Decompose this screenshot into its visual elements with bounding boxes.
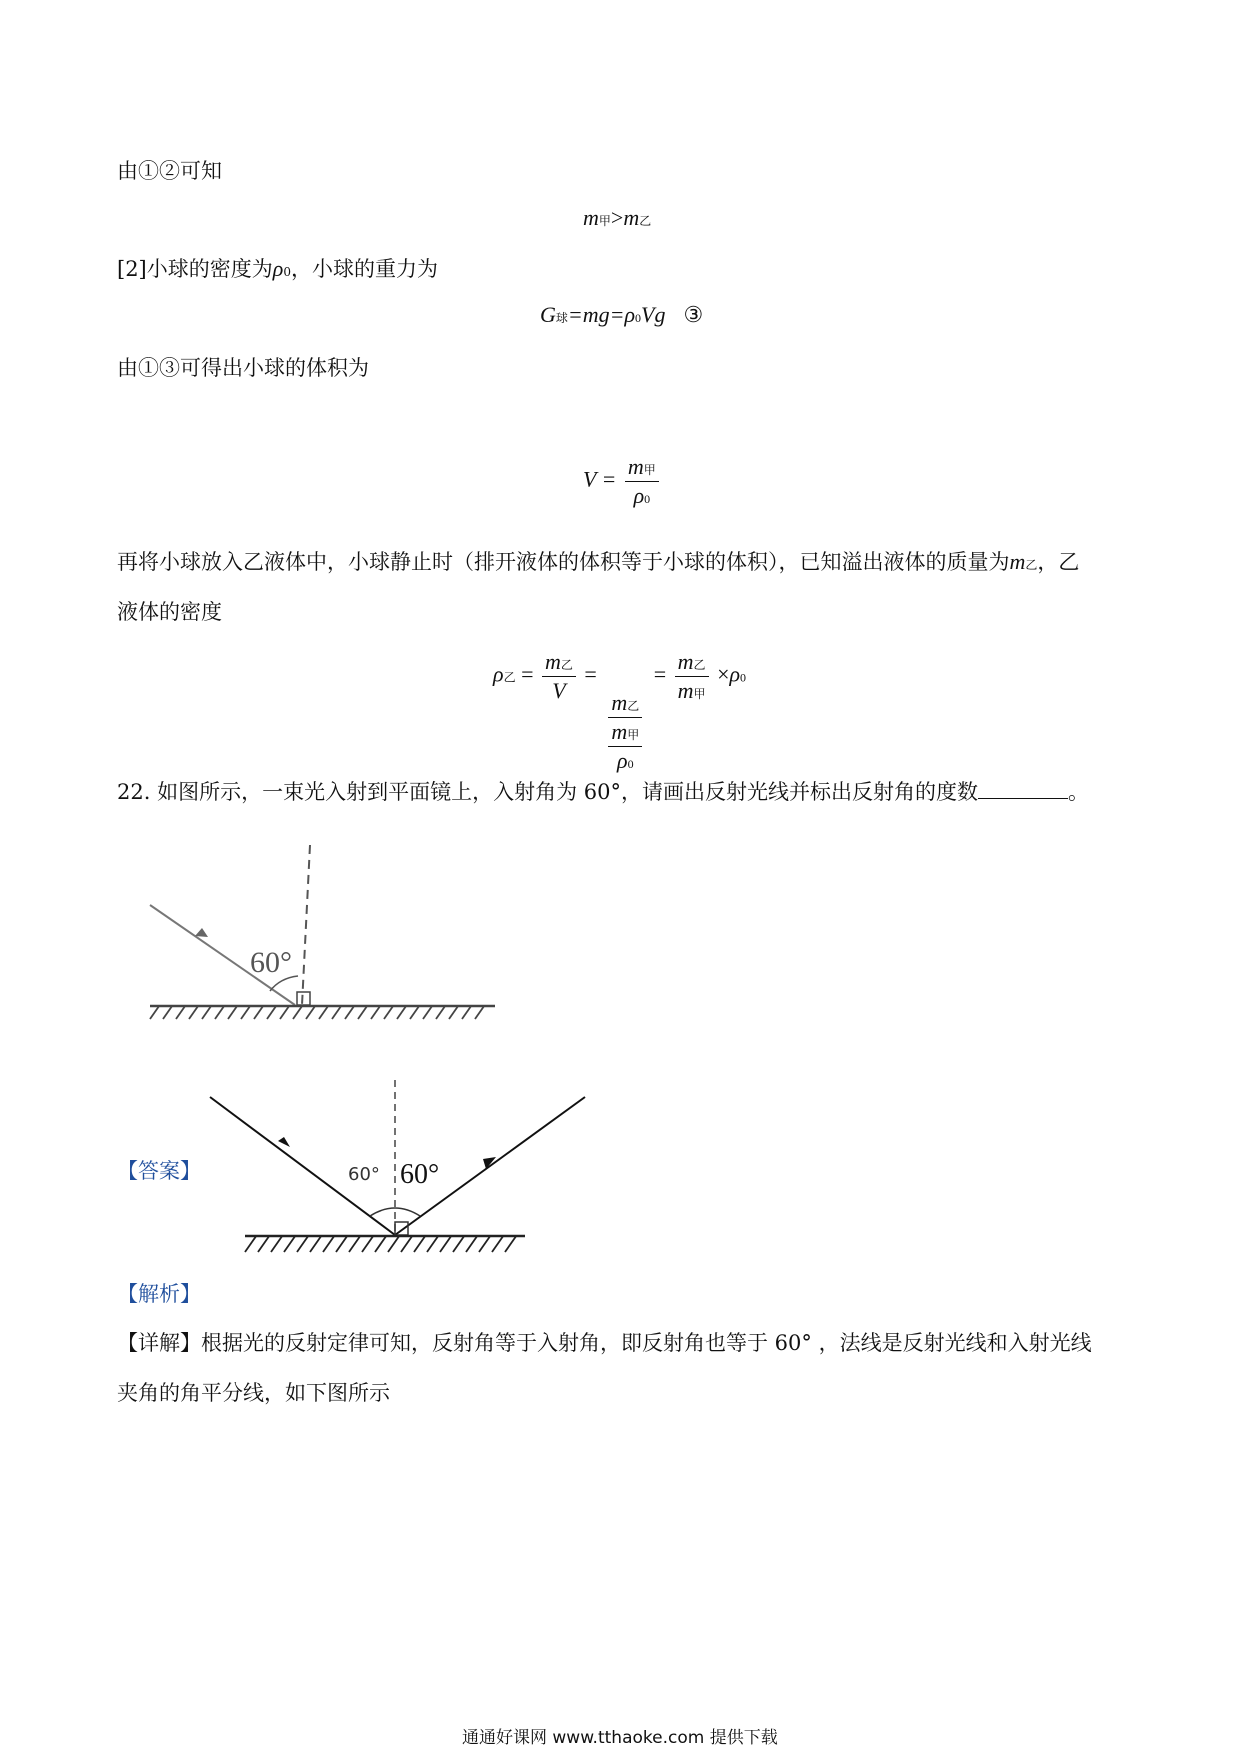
hatch-mark xyxy=(323,1236,334,1252)
detail-line-1 xyxy=(117,1327,1092,1357)
hatch-mark xyxy=(345,1006,354,1019)
hatch-mark xyxy=(505,1236,516,1252)
hatch-mark xyxy=(215,1006,224,1019)
eq4-eq-1: = xyxy=(521,661,534,687)
eq4-f2-dd: ρ xyxy=(617,748,628,774)
hatch-mark xyxy=(271,1236,282,1252)
hatch-mark xyxy=(258,1236,269,1252)
hatch-mark xyxy=(267,1006,276,1019)
hatch-mark xyxy=(332,1006,341,1019)
hatch-mark xyxy=(362,1236,373,1252)
hatch-mark xyxy=(384,1006,393,1019)
answer-angle-left-label: 60° xyxy=(348,1164,380,1185)
hatch-mark xyxy=(293,1006,302,1019)
eq2-rest-sub: 0 xyxy=(635,311,642,325)
hatch-mark xyxy=(245,1236,256,1252)
analysis-label: 【解析】 xyxy=(117,1282,201,1306)
hatch-mark xyxy=(150,1006,159,1019)
hatch-mark xyxy=(427,1236,438,1252)
eq4-rho: ρ xyxy=(729,661,741,687)
q22-end: 。 xyxy=(1067,780,1089,804)
hatch-mark xyxy=(310,1236,321,1252)
text-line-1: 由①②可知 xyxy=(117,159,222,183)
equation-mass-compare xyxy=(583,205,651,231)
q22-text: 22. 如图所示，一束光入射到平面镜上，入射角为 60°，请画出反射光线并标出反射角的度数 xyxy=(117,780,978,804)
l4a-text: 再将小球放入乙液体中，小球静止时（排开液体的体积等于小球的体积），已知溢出液体的质量为 xyxy=(117,550,1010,574)
eq2-G: G xyxy=(540,302,556,327)
eq4-lhs: ρ xyxy=(493,661,504,687)
hatch-mark xyxy=(423,1006,432,1019)
eq4-f1-num-sub: 乙 xyxy=(560,658,573,672)
l4a-m: m xyxy=(1009,549,1026,574)
question-angle-label: 60° xyxy=(250,946,292,979)
equation-volume xyxy=(583,455,662,508)
hatch-mark xyxy=(371,1006,380,1019)
hatch-mark xyxy=(462,1006,471,1019)
equation-gravity xyxy=(540,302,703,328)
eq4-f2-dn-sub: 甲 xyxy=(627,727,640,742)
eq1-right: m xyxy=(623,205,640,230)
eq1-right-sub: 乙 xyxy=(639,214,652,228)
answer-blank[interactable] xyxy=(978,780,1068,799)
detail-text-a: 根据光的反射定律可知，反射角等于入射角，即反射角也等于 60° ，法线是反射光线和入射光线 xyxy=(201,1331,1092,1355)
hatch-mark xyxy=(284,1236,295,1252)
hatch-mark xyxy=(449,1006,458,1019)
eq3-den: ρ xyxy=(633,483,645,509)
l4a-end: ，乙 xyxy=(1037,550,1080,574)
detail-line-2: 夹角的角平分线，如下图所示 xyxy=(117,1381,390,1405)
eq4-f1-num: m xyxy=(545,649,561,674)
mirror-hatching xyxy=(150,1006,484,1019)
eq2-mark: ③ xyxy=(683,302,704,327)
eq4-fraction-2-inner xyxy=(608,720,642,773)
text-line-4a xyxy=(117,546,1079,576)
eq4-f2-num-sub: 乙 xyxy=(627,698,640,713)
eq4-eq-2: = xyxy=(584,661,597,687)
eq4-f3-den: m xyxy=(677,678,694,704)
question-22 xyxy=(117,776,1089,806)
detail-label: 【详解】 xyxy=(117,1331,201,1355)
eq4-fraction-2 xyxy=(605,691,645,774)
answer-diagram xyxy=(200,1075,600,1260)
hatch-mark xyxy=(241,1006,250,1019)
eq1-op: > xyxy=(610,205,624,230)
hatch-mark xyxy=(388,1236,399,1252)
normal-line xyxy=(302,845,310,1005)
question-diagram xyxy=(140,840,510,1035)
hatch-mark xyxy=(414,1236,425,1252)
hatch-mark xyxy=(336,1236,347,1252)
hatch-mark xyxy=(436,1006,445,1019)
hatch-mark xyxy=(280,1006,289,1019)
hatch-mark xyxy=(475,1006,484,1019)
hatch-mark xyxy=(479,1236,490,1252)
eq4-fraction-3 xyxy=(675,650,709,703)
right-angle-mark xyxy=(297,992,310,1005)
eq2-rest: =mg=ρ xyxy=(567,302,636,327)
hatch-mark xyxy=(189,1006,198,1019)
equation-density xyxy=(493,650,746,773)
eq4-times: × xyxy=(717,661,730,687)
hatch-mark xyxy=(410,1006,419,1019)
eq3-den-sub: 0 xyxy=(644,492,651,507)
eq1-left: m xyxy=(583,205,599,230)
eq4-rho-sub: 0 xyxy=(740,670,747,685)
eq4-f2-dd-sub: 0 xyxy=(627,757,634,772)
eq4-f3-num: m xyxy=(677,649,694,674)
eq2-tail: Vg xyxy=(641,302,666,327)
eq4-f1-den: V xyxy=(552,678,566,704)
hatch-mark xyxy=(228,1006,237,1019)
eq4-fraction-1 xyxy=(542,650,576,703)
hatch-mark xyxy=(297,1236,308,1252)
l2-rho-sub: 0 xyxy=(283,265,291,279)
hatch-mark xyxy=(319,1006,328,1019)
hatch-mark xyxy=(397,1006,406,1019)
eq4-f3-den-sub: 甲 xyxy=(693,687,706,702)
hatch-mark xyxy=(349,1236,360,1252)
eq3-lhs: V = xyxy=(583,466,617,492)
l2-rho: ρ xyxy=(272,256,284,281)
eq3-num: m xyxy=(627,454,644,479)
answer-mirror-hatching xyxy=(245,1236,516,1252)
text-line-2 xyxy=(117,253,438,283)
hatch-mark xyxy=(254,1006,263,1019)
hatch-mark xyxy=(492,1236,503,1252)
hatch-mark xyxy=(202,1006,211,1019)
hatch-mark xyxy=(453,1236,464,1252)
l2-suffix: ，小球的重力为 xyxy=(290,257,438,281)
eq3-fraction xyxy=(625,455,659,508)
hatch-mark xyxy=(358,1006,367,1019)
hatch-mark xyxy=(306,1006,315,1019)
text-line-3: 由①③可得出小球的体积为 xyxy=(117,356,369,380)
eq4-f3-num-sub: 乙 xyxy=(693,658,706,672)
answer-label: 【答案】 xyxy=(117,1159,201,1183)
hatch-mark xyxy=(466,1236,477,1252)
hatch-mark xyxy=(401,1236,412,1252)
answer-incident-arrow-icon xyxy=(278,1137,290,1147)
hatch-mark xyxy=(375,1236,386,1252)
eq4-eq-3: = xyxy=(653,661,667,687)
eq1-left-sub: 甲 xyxy=(598,214,611,228)
eq4-lhs-sub: 乙 xyxy=(503,670,516,685)
hatch-mark xyxy=(440,1236,451,1252)
hatch-mark xyxy=(176,1006,185,1019)
eq2-G-sub: 球 xyxy=(555,311,568,325)
l2-prefix: [2]小球的密度为 xyxy=(117,257,273,281)
hatch-mark xyxy=(163,1006,172,1019)
eq4-f2-num: m xyxy=(611,689,628,715)
text-line-4b: 液体的密度 xyxy=(117,600,222,624)
eq4-f2-dn: m xyxy=(611,718,628,744)
l4a-sub: 乙 xyxy=(1025,558,1038,572)
answer-angle-right-label: 60° xyxy=(400,1159,440,1190)
page-footer: 通通好课网 www.tthaoke.com 提供下载 xyxy=(462,1728,778,1748)
incident-arrow-icon xyxy=(195,928,208,937)
eq3-num-sub: 甲 xyxy=(643,463,656,477)
